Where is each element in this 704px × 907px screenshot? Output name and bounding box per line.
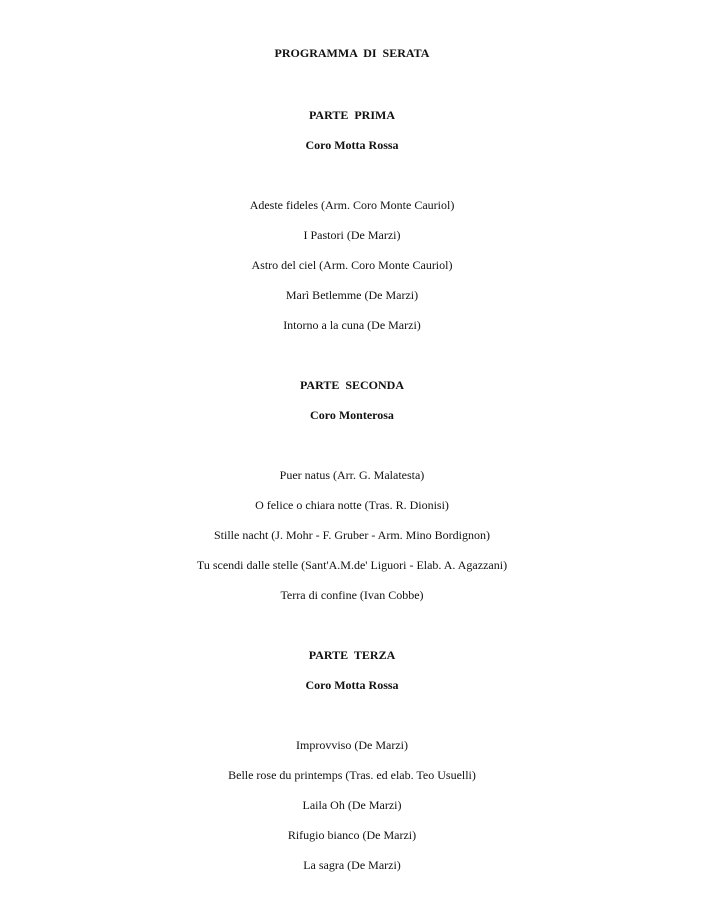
- program-title: PROGRAMMA DI SERATA: [274, 46, 430, 60]
- piece-item: Adeste fideles (Arm. Coro Monte Cauriol): [249, 198, 455, 212]
- piece-item: Astro del ciel (Arm. Coro Monte Cauriol): [251, 258, 453, 272]
- part-heading: PARTE TERZA: [308, 648, 396, 662]
- choir-name: Coro Motta Rossa: [305, 138, 399, 152]
- piece-item: Belle rose du printemps (Tras. ed elab. Teo Usuelli): [228, 768, 476, 782]
- piece-item: Marì Betlemme (De Marzi): [285, 288, 419, 302]
- part-heading: PARTE SECONDA: [299, 378, 405, 392]
- piece-item: Improvviso (De Marzi): [296, 738, 408, 752]
- choir-name: Coro Monterosa: [310, 408, 394, 422]
- piece-item: Laila Oh (De Marzi): [302, 798, 402, 812]
- piece-item: Terra di confine (Ivan Cobbe): [280, 588, 424, 602]
- piece-item: Stille nacht (J. Mohr - F. Gruber - Arm. Mino Bordignon): [213, 528, 490, 542]
- piece-item: La sagra (De Marzi): [303, 858, 401, 872]
- piece-item: Rifugio bianco (De Marzi): [287, 828, 417, 842]
- piece-item: Puer natus (Arr. G. Malatesta): [279, 468, 425, 482]
- choir-name: Coro Motta Rossa: [305, 678, 399, 692]
- piece-item: I Pastori (De Marzi): [303, 228, 401, 242]
- piece-item: Intorno a la cuna (De Marzi): [283, 318, 421, 332]
- piece-item: O felice o chiara notte (Tras. R. Dionisi): [255, 498, 449, 512]
- piece-item: Tu scendi dalle stelle (Sant'A.M.de' Liguori - Elab. A. Agazzani): [196, 558, 508, 572]
- part-heading: PARTE PRIMA: [308, 108, 395, 122]
